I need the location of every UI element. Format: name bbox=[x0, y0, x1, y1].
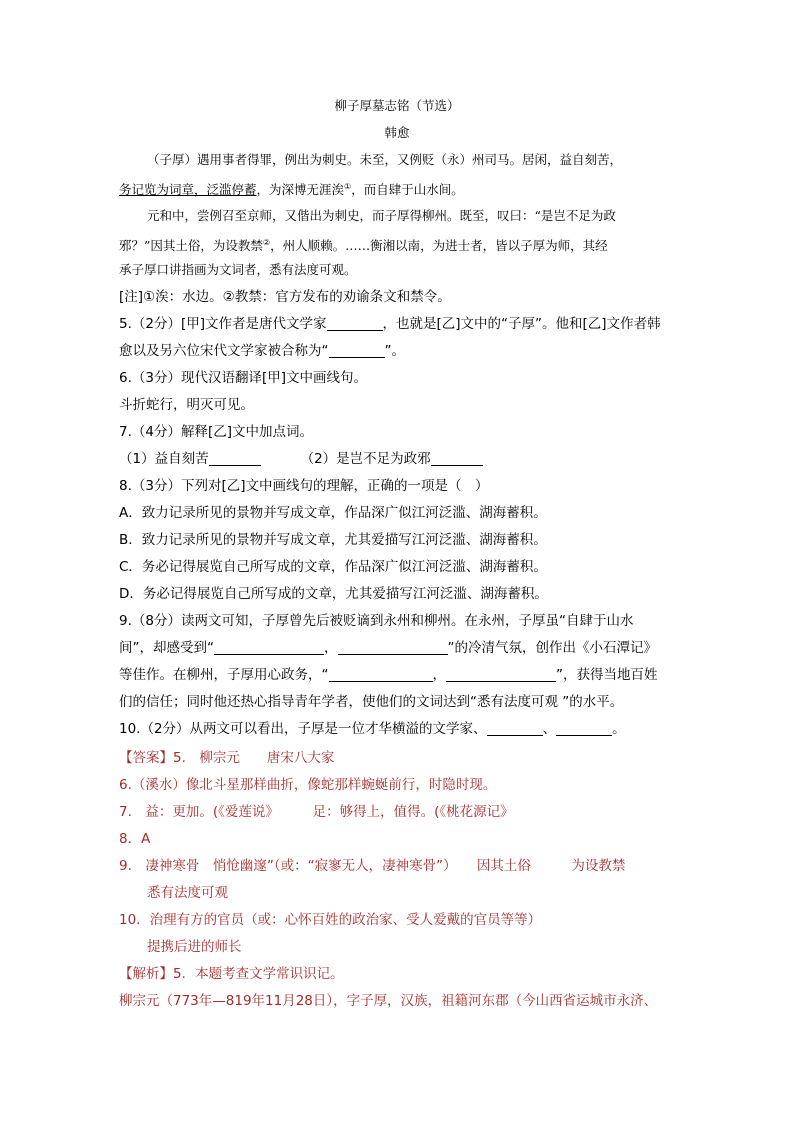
question-text: ， bbox=[432, 667, 446, 683]
underlined-sentence: 务记览为词章，泛滥停蓄 bbox=[119, 182, 257, 198]
question-text: 5.（2分）[甲]文作者是唐代文学家 bbox=[119, 316, 327, 332]
question-text: ”的冷清气氛，创作出《小石潭记》 bbox=[447, 640, 657, 656]
question-text: 10.（2分）从两文可以看出，子厚是一位才华横溢的文学家、 bbox=[119, 721, 487, 737]
answer-line bbox=[119, 748, 334, 768]
passage-line bbox=[119, 177, 464, 200]
answer-blank[interactable] bbox=[338, 640, 448, 655]
note: [注]①涘：水边。②教禁：官方发布的劝谕条文和禁令。 bbox=[119, 289, 451, 305]
passage-title: 柳子厚墓志铭（节选） bbox=[334, 98, 460, 113]
answer-line: 8．A bbox=[119, 831, 151, 847]
question-item: （1）益自刻苦 bbox=[119, 451, 209, 467]
question-text: 。 bbox=[612, 721, 626, 737]
answer-tag: 【答案】 bbox=[119, 750, 173, 766]
footnote-marker: ② bbox=[262, 238, 271, 247]
answer-blank[interactable] bbox=[431, 451, 483, 466]
option-b[interactable]: B．致力记录所见的景物并写成文章，尤其爱描写江河泛滥、湖海蓄积。 bbox=[119, 532, 547, 548]
answer-blank[interactable] bbox=[214, 640, 324, 655]
question-9-line3 bbox=[119, 665, 658, 685]
question-7-items bbox=[119, 449, 483, 469]
question-text: 愈以及另六位宋代文学家被合称为“ bbox=[119, 343, 329, 359]
footnote-marker: ① bbox=[344, 182, 352, 191]
question-6-sentence: 斗折蛇行，明灭可见。 bbox=[119, 397, 254, 413]
question-text: 、 bbox=[542, 721, 557, 737]
analysis-tag: 【解析】 bbox=[119, 966, 173, 982]
question-9-line1: 9.（8分）读两文可知，子厚曾先后被贬谪到永州和柳州。在永州，子厚虽“自肆于山水 bbox=[119, 613, 634, 629]
passage-author: 韩愈 bbox=[384, 125, 410, 140]
passage-text: ， bbox=[256, 182, 270, 198]
question-10 bbox=[119, 719, 626, 739]
question-9-line4: 们的信任；同时他还热心指导青年学者，使他们的文词达到“悉有法度可观 ”的水平。 bbox=[119, 694, 624, 710]
question-7: 7.（4分）解释[乙]文中加点词。 bbox=[119, 424, 314, 440]
question-9-line2 bbox=[119, 638, 657, 658]
answer-blank[interactable] bbox=[209, 451, 261, 466]
option-d[interactable]: D．务必记得展览自己所写成的文章，尤其爱描写江河泛滥、湖海蓄积。 bbox=[119, 586, 548, 602]
passage-text: 邪？”因其土俗，为设教禁 bbox=[119, 238, 263, 254]
analysis-line bbox=[119, 964, 344, 984]
option-c[interactable]: C．务必记得展览自己所写成的文章，作品深广似江河泛滥、湖海蓄积。 bbox=[119, 559, 547, 575]
passage-text: ，州人顺赖。……衡湘以南，为进士者，皆以子厚为师，其经 bbox=[270, 238, 608, 254]
question-8: 8.（3分）下列对[乙]文中画线句的理解，正确的一项是（ ） bbox=[119, 478, 489, 494]
question-text: ”。 bbox=[384, 343, 405, 359]
answer-blank[interactable] bbox=[329, 667, 433, 682]
option-a[interactable]: A．致力记录所见的景物并写成文章，作品深广似江河泛滥、湖海蓄积。 bbox=[119, 505, 547, 521]
answer-line: 9. 凄神寒骨 悄怆幽邃”（或：“寂寥无人，凄神寒骨”） 因其土俗 为设教禁 bbox=[119, 858, 626, 874]
answer-line: 10．治理有方的官员（或：心怀百姓的政治家、受人爱戴的官员等等） bbox=[119, 912, 542, 928]
answer-line: 7. 益：更加。(《爱莲说》 足：够得上，值得。(《桃花源记》 bbox=[119, 804, 514, 820]
question-6: 6.（3分）现代汉语翻译[甲]文中画线句。 bbox=[119, 370, 368, 386]
passage-text: 为深博无涯涘 bbox=[269, 182, 345, 198]
answer-blank[interactable] bbox=[329, 343, 385, 358]
question-5-line1 bbox=[119, 314, 661, 334]
analysis-text: 5．本题考查文学常识识记。 bbox=[173, 966, 344, 982]
question-item: （2）是岂不足为政邪 bbox=[300, 451, 431, 467]
answer-blank[interactable] bbox=[446, 667, 556, 682]
answer-blank[interactable] bbox=[556, 721, 612, 736]
answer-blank[interactable] bbox=[487, 721, 543, 736]
answer-line: 提携后进的师长 bbox=[147, 939, 242, 955]
question-text: 等佳作。在柳州，子厚用心政务，“ bbox=[119, 667, 329, 683]
question-text: ， bbox=[324, 640, 338, 656]
passage-line bbox=[119, 233, 608, 256]
question-text: ，也就是[乙]文中的“子厚”。他和[乙]文作者韩 bbox=[382, 316, 661, 332]
passage-line: 承子厚口讲指画为文词者，悉有法度可观。 bbox=[119, 262, 357, 277]
answer-line: 悉有法度可观 bbox=[147, 885, 228, 901]
analysis-line: 柳宗元（773年—819年11月28日），字子厚，汉族，祖籍河东郡（今山西省运城市永济、 bbox=[119, 993, 658, 1009]
question-5-line2 bbox=[119, 341, 405, 361]
answer-blank[interactable] bbox=[327, 316, 383, 331]
question-text: ”，获得当地百姓 bbox=[556, 667, 658, 683]
question-text: 间”，却感受到“ bbox=[119, 640, 214, 656]
passage-line: （子厚）遇用事者得罪，例出为刺史。未至，又例贬（永）州司马。居闲，益自刻苦， bbox=[147, 152, 623, 167]
answer-line: 6.（溪水）像北斗星那样曲折，像蛇那样蜿蜒前行，时隐时现。 bbox=[119, 777, 497, 793]
passage-text: ，而自肆于山水间。 bbox=[351, 182, 464, 198]
answer-text: 5. 柳宗元 唐宋八大家 bbox=[173, 750, 335, 766]
passage-line: 元和中，尝例召至京师，又偕出为刺史，而子厚得柳州。既至，叹曰：“是岂不足为政 bbox=[147, 208, 616, 223]
